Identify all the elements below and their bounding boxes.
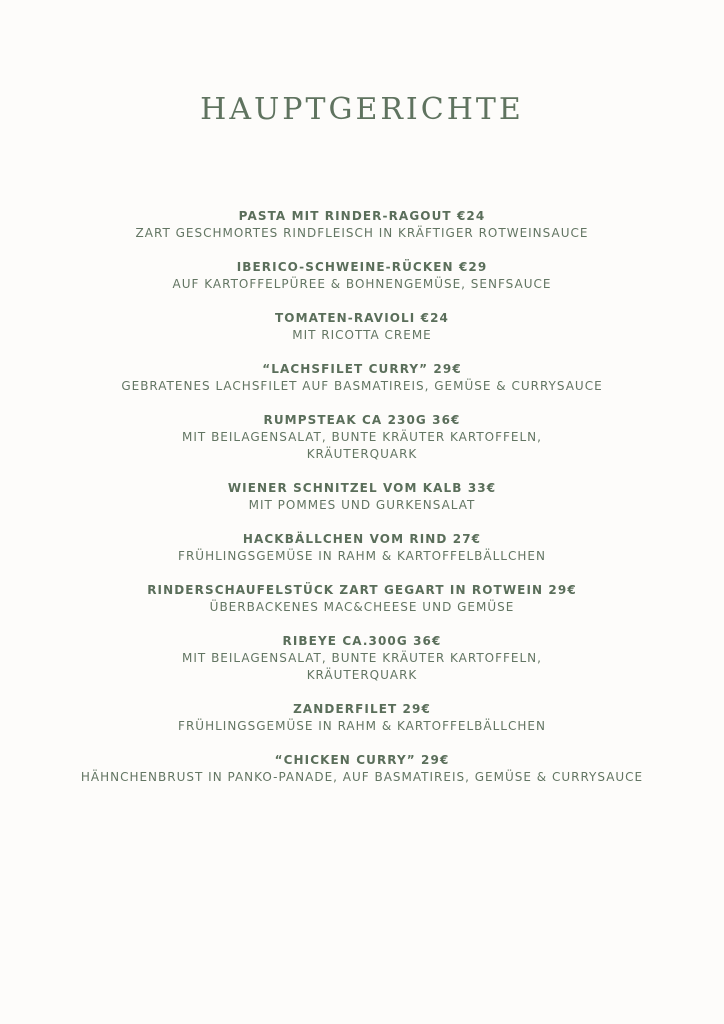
dish-item	[0, 479, 724, 514]
dish-description: AUF KARTOFFELPÜREE & BOHNENGEMÜSE, SENFSAUCE	[172, 277, 552, 291]
dish-item	[0, 411, 724, 463]
dish-description: MIT RICOTTA CREME	[292, 328, 432, 342]
dish-name: ZANDERFILET 29€	[293, 702, 431, 716]
dish-item	[0, 309, 724, 344]
dish-name: IBERICO-SCHWEINE-RÜCKEN €29	[236, 260, 488, 274]
dish-description: ÜBERBACKENES MAC&CHEESE UND GEMÜSE	[209, 600, 515, 614]
dish-description: ZART GESCHMORTES RINDFLEISCH IN KRÄFTIGER ROTWEINSAUCE	[135, 226, 589, 240]
dish-name: “CHICKEN CURRY” 29€	[274, 753, 450, 767]
dish-name: WIENER SCHNITZEL VOM KALB 33€	[227, 481, 497, 495]
dish-description: KRÄUTERQUARK	[306, 668, 418, 682]
dish-name: RINDERSCHAUFELSTÜCK ZART GEGART IN ROTWEIN 29€	[147, 583, 577, 597]
dish-name: RUMPSTEAK CA 230G 36€	[263, 413, 461, 427]
dish-item	[0, 360, 724, 395]
dish-description: GEBRATENES LACHSFILET AUF BASMATIREIS, GEMÜSE & CURRYSAUCE	[121, 379, 603, 393]
dish-item	[0, 632, 724, 684]
dish-item	[0, 207, 724, 242]
dish-item	[0, 581, 724, 616]
dish-item	[0, 258, 724, 293]
dish-description: HÄHNCHENBRUST IN PANKO-PANADE, AUF BASMATIREIS, GEMÜSE & CURRYSAUCE	[80, 770, 644, 784]
dish-name: RIBEYE CA.300G 36€	[282, 634, 442, 648]
dish-description: MIT POMMES UND GURKENSALAT	[248, 498, 476, 512]
dish-description: MIT BEILAGENSALAT, BUNTE KRÄUTER KARTOFFELN,	[182, 430, 542, 444]
dish-description: FRÜHLINGSGEMÜSE IN RAHM & KARTOFFELBÄLLCHEN	[178, 719, 546, 733]
dish-name: HACKBÄLLCHEN VOM RIND 27€	[242, 532, 482, 546]
dish-name: PASTA MIT RINDER-RAGOUT €24	[238, 209, 486, 223]
dish-name: TOMATEN-RAVIOLI €24	[275, 311, 449, 325]
dish-description: KRÄUTERQUARK	[306, 447, 418, 461]
dish-description: MIT BEILAGENSALAT, BUNTE KRÄUTER KARTOFFELN,	[182, 651, 542, 665]
dish-description: FRÜHLINGSGEMÜSE IN RAHM & KARTOFFELBÄLLCHEN	[178, 549, 546, 563]
dish-item	[0, 751, 724, 786]
dish-list	[0, 207, 724, 802]
dish-item	[0, 700, 724, 735]
dish-item	[0, 530, 724, 565]
page-title: HAUPTGERICHTE	[200, 92, 524, 127]
dish-name: “LACHSFILET CURRY” 29€	[262, 362, 462, 376]
